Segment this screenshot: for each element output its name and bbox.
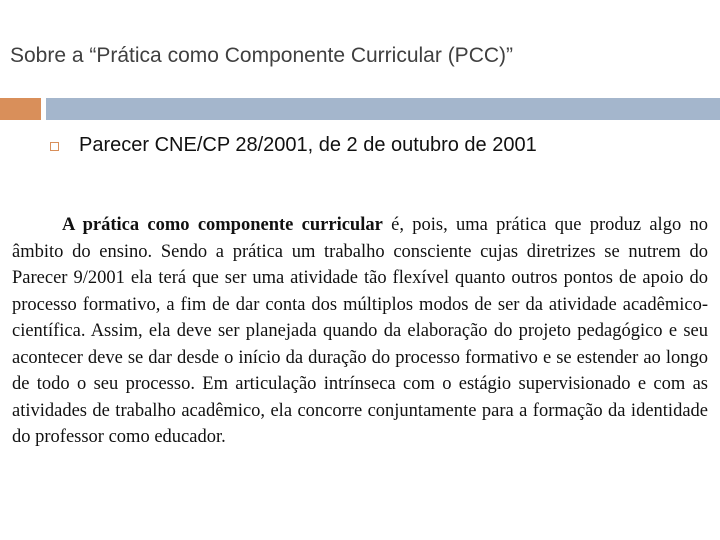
quote-line bbox=[12, 212, 708, 239]
quote-line: científica. Assim, ela deve ser planejada quando da elaboração do projeto pedagógico e seu bbox=[12, 321, 708, 341]
accent-bar-blue bbox=[46, 98, 720, 120]
bullet-item bbox=[50, 134, 537, 157]
slide-title: Sobre a “Prática como Componente Curricular (PCC)” bbox=[10, 44, 514, 67]
accent-bar-orange bbox=[0, 98, 41, 120]
quote-line: atividades de trabalho acadêmico, ela concorre conjuntamente para a formação da identidade bbox=[12, 400, 708, 421]
quote-line: âmbito do ensino. Sendo a prática um trabalho consciente cujas diretrizes se nutrem do bbox=[12, 241, 708, 262]
bullet-text: Parecer CNE/CP 28/2001, de 2 de outubro de 2001 bbox=[79, 134, 537, 156]
quote-line: acontecer deve se dar desde o início da duração do processo formativo e se estender ao longo bbox=[12, 347, 708, 368]
quoted-text-block bbox=[12, 212, 708, 451]
quote-line: processo formativo, a fim de dar conta dos múltiplos modos de ser da atividade acadêmico- bbox=[12, 294, 708, 315]
quote-line: de todo o seu processo. Em articulação intrínseca com o estágio supervisionado e com as bbox=[12, 374, 708, 394]
square-bullet-icon bbox=[50, 142, 59, 151]
quote-bold-lead: A prática como componente curricular bbox=[62, 215, 383, 235]
quote-line: Parecer 9/2001 ela terá que ser uma atividade tão flexível quanto outros pontos de apoio do bbox=[12, 268, 708, 288]
quote-line: do professor como educador. bbox=[12, 427, 226, 447]
quote-first-line-rest: é, pois, uma prática que produz algo no bbox=[382, 215, 708, 235]
